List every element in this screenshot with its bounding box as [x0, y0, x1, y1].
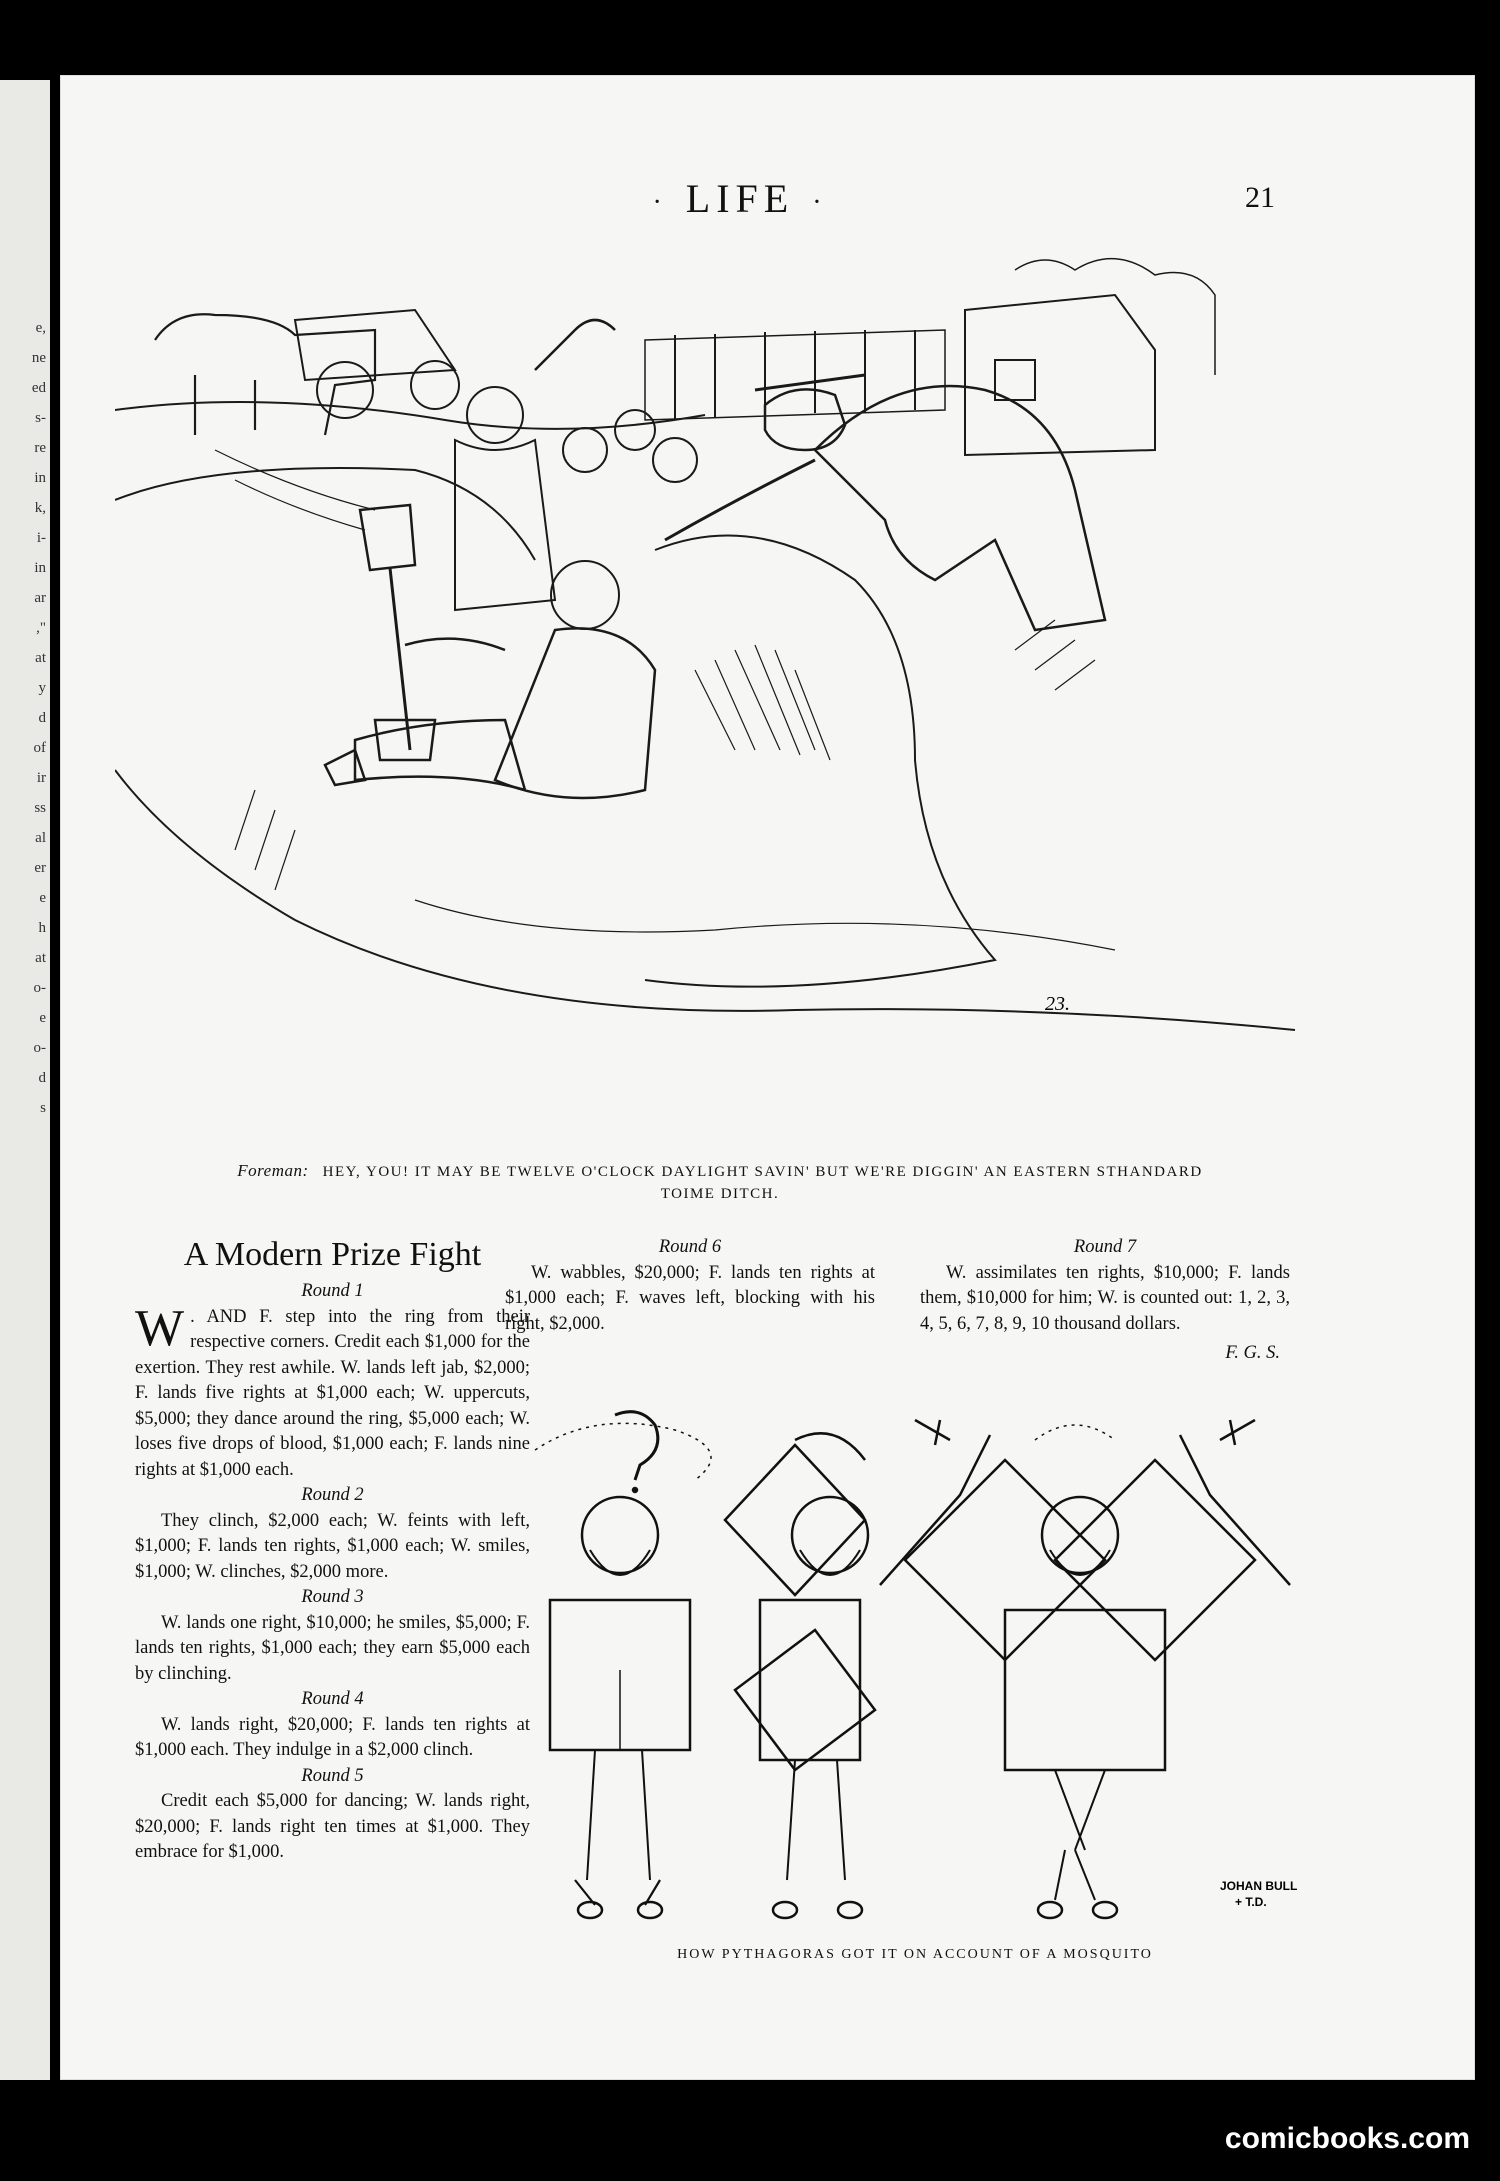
left-page-text-fragment: in	[34, 560, 46, 576]
top-illustration-signature: 23.	[1045, 993, 1070, 1015]
round-6-text: W. wabbles, $20,000; F. lands ten rights at $1,000 each; F. waves left, blocking with his right, $2,000.	[505, 1262, 875, 1334]
left-page-text-fragment: at	[35, 650, 46, 666]
ditch-digging-illustration	[115, 250, 1315, 1155]
left-page-text-fragment: er	[34, 860, 46, 876]
left-page-text-fragment: e	[39, 1010, 46, 1026]
left-page-text-fragment: d	[38, 1070, 46, 1086]
round-7-label: Round 7	[1073, 1237, 1137, 1257]
article-title: A Modern Prize Fight	[183, 1236, 482, 1273]
left-page-text-fragment: o-	[33, 1040, 46, 1056]
round-5-label: Round 5	[301, 1765, 364, 1786]
top-illustration-caption	[220, 1160, 1220, 1205]
caption-text: HEY, YOU! IT MAY BE TWELVE O'CLOCK DAYLIGHT SAVIN' BUT WE'RE DIGGIN' AN EASTERN STHANDARD TOIME DITCH.	[322, 1164, 1203, 1202]
drop-cap: W	[135, 1299, 185, 1357]
round-1-label: Round 1	[301, 1281, 364, 1301]
round-2-text: They clinch, $2,000 each; W. feints with left, $1,000; F. lands ten rights, $1,000 each; W. smiles, $1,000; W. clinches, $2,000 more.	[135, 1510, 530, 1582]
masthead	[60, 175, 1475, 235]
left-page-text-fragment: ed	[31, 380, 46, 396]
left-page-text-fragment: ar	[34, 590, 46, 606]
left-page-text-fragment: d	[38, 710, 46, 726]
round-3-text: W. lands one right, $10,000; he smiles, $5,000; F. lands ten rights, $1,000 each; they earn $5,000 each by clinching.	[135, 1612, 530, 1684]
left-page-text-fragment: s-	[35, 410, 46, 426]
masthead-title	[580, 175, 900, 222]
left-page-text-fragment: re	[34, 440, 46, 456]
left-page-text-fragment: o-	[33, 980, 46, 996]
article-column-2	[505, 1235, 875, 1337]
caption-speaker: Foreman:	[237, 1161, 309, 1180]
round-4-label: Round 4	[301, 1689, 364, 1709]
round-4-text: W. lands right, $20,000; F. lands ten rights at $1,000 each. They indulge in a $2,000 clinch.	[135, 1714, 530, 1760]
pythagoras-illustration	[495, 1410, 1335, 1940]
bottom-illustration-signature-line1: JOHAN BULL	[1220, 1879, 1298, 1893]
bottom-illustration-caption: HOW PYTHAGORAS GOT IT ON ACCOUNT OF A MOSQUITO	[677, 1947, 1153, 1962]
left-page-text-fragment: al	[35, 830, 46, 846]
article-signature: F. G. S.	[1225, 1343, 1280, 1363]
watermark: comicbooks.com	[1224, 2122, 1470, 2155]
article-column-3	[920, 1235, 1290, 1367]
round-2-label: Round 2	[301, 1485, 364, 1505]
left-page-text-fragment: at	[35, 950, 46, 966]
article-column-1	[135, 1235, 530, 1866]
round-1-text: W . AND F. step into the ring from their respective corners. Credit each $1,000 for the exertion. They rest awhile. W. lands left jab, $2,000; F. lands five rights at $1,000 each; W. uppercuts, $5,000; they dance around the ring, $5,000 each; W. loses five drops of blood, $1,000 each; F. lands nine rights at $1,000 each.	[135, 1299, 530, 1480]
masthead-dot-right: ·	[812, 186, 828, 218]
left-page-text-fragment: ,"	[36, 620, 46, 636]
left-page-text-fragment: k,	[34, 500, 46, 516]
round-5-text: Credit each $5,000 for dancing; W. lands right, $20,000; F. lands right ten times at $1,000. They embrace for $1,000.	[135, 1791, 530, 1862]
round-7-text: W. assimilates ten rights, $10,000; F. lands them, $10,000 for him; W. is counted out: 1, 2, 3, 4, 5, 6, 7, 8, 9, 10 thousand dollars.	[920, 1262, 1290, 1334]
magazine-page	[60, 75, 1475, 2080]
page-number: 21	[1245, 181, 1275, 214]
left-page-text-fragment: in	[34, 470, 46, 486]
round-3-label: Round 3	[301, 1587, 364, 1607]
left-page-text-fragment: y	[38, 680, 46, 696]
masthead-dot-left: ·	[652, 186, 668, 218]
left-page-text-fragment: h	[38, 920, 46, 936]
bottom-illustration-signature-line2: + T.D.	[1235, 1895, 1267, 1909]
left-page-text-fragment: e	[39, 890, 46, 906]
left-page-sliver	[0, 80, 50, 2080]
left-page-text-fragment: of	[33, 740, 46, 756]
left-page-text-fragment: ss	[34, 800, 46, 816]
left-page-text-fragment: i-	[36, 530, 46, 546]
left-page-text-fragment: e,	[35, 320, 46, 336]
left-page-text-fragment: ir	[36, 770, 46, 786]
left-page-text-fragment: s	[40, 1100, 46, 1116]
left-page-text-fragment: ne	[31, 350, 46, 366]
magazine-name: LIFE	[685, 176, 795, 221]
round-6-label: Round 6	[658, 1237, 722, 1257]
